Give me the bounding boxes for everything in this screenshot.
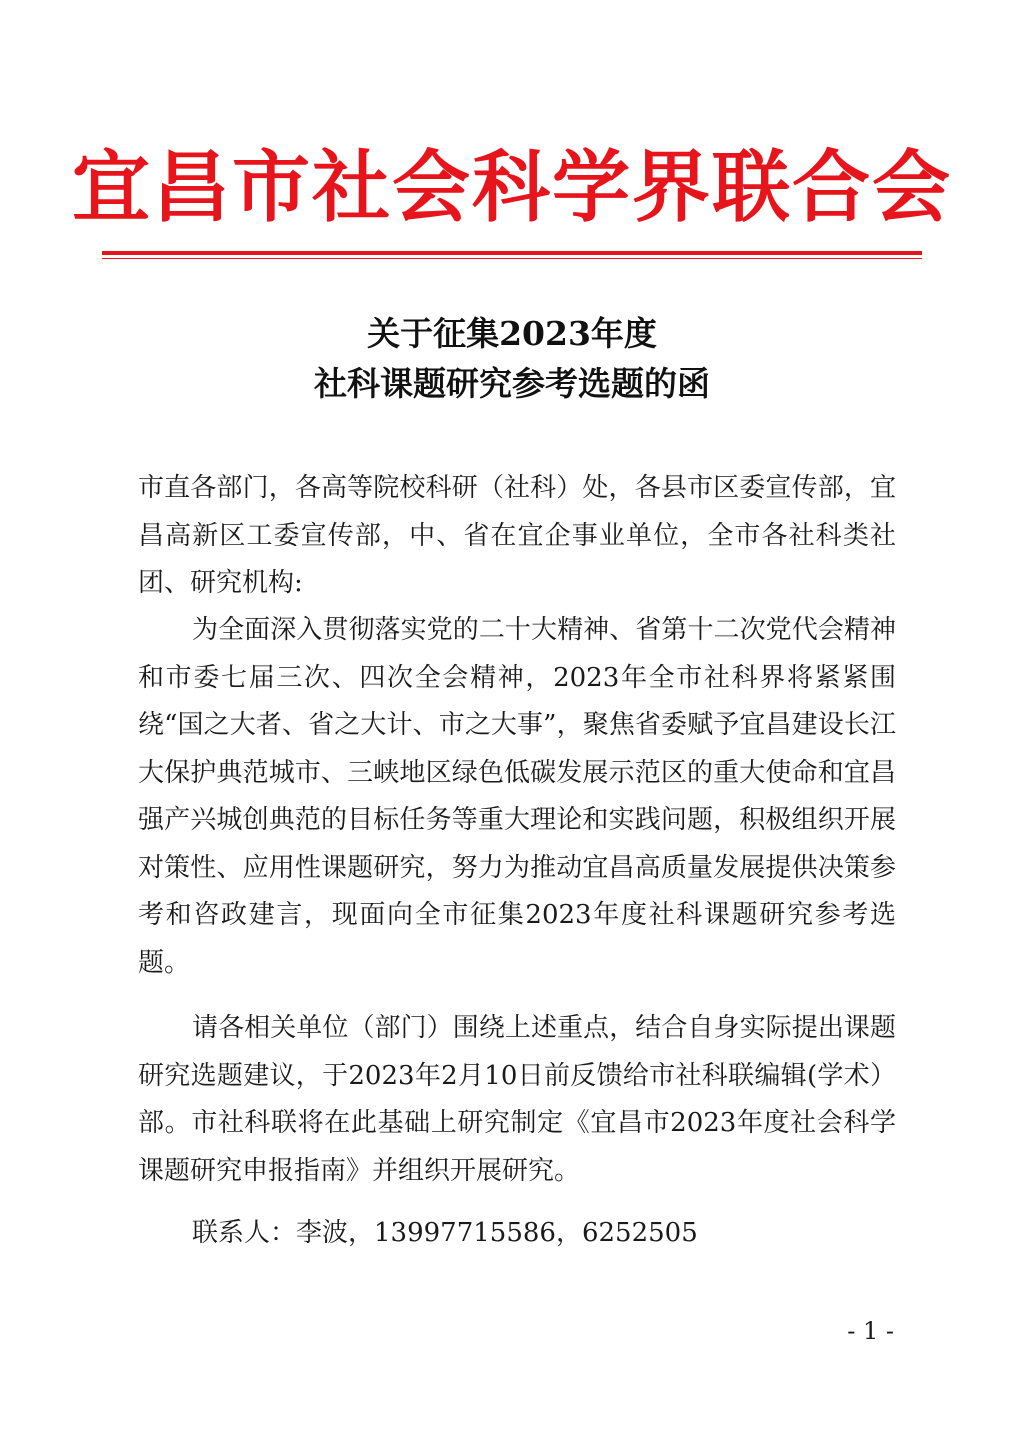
- document-title-line1: 关于征集2023年度: [367, 314, 657, 353]
- letterhead-rule-thin: [102, 258, 922, 259]
- body-paragraph-2: 请各相关单位（部门）围绕上述重点，结合自身实际提出课题研究选题建议，于2023年2月10日前反馈给市社科联编辑(学术）部。市社科联将在此基础上研究制定《宜昌市2023年度社会科学课题研究申报指南》并组织开展研究。: [138, 1013, 896, 1186]
- page-number: - 1 -: [847, 1317, 894, 1345]
- letterhead-title: 宜昌市社会科学界联合会: [71, 143, 952, 233]
- letterhead-rule-thick: [102, 251, 922, 255]
- document-title-line2: 社科课题研究参考选题的函: [314, 364, 710, 403]
- contact-line: 联系人：李波，13997715586，6252505: [192, 1218, 698, 1248]
- salutation: 市直各部门，各高等院校科研（社科）处，各县市区委宣传部，宜昌高新区工委宣传部，中、省在宜企事业单位，全市各社科类社团、研究机构:: [138, 473, 896, 598]
- body-paragraph-1: 为全面深入贯彻落实党的二十大精神、省第十二次党代会精神和市委七届三次、四次全会精神，2023年全市社科界将紧紧围绕“国之大者、省之大计、市之大事”，聚焦省委赋予宜昌建设长江大保护典范城市、三峡地区绿色低碳发展示范区的重大使命和宜昌强产兴城创典范的目标任务等重大理论和实践问题，积极组织开展对策性、应用性课题研究，努力为推动宜昌高质量发展提供决策参考和咨政建言，现面向全市征集2023年度社科课题研究参考选题。: [138, 615, 896, 978]
